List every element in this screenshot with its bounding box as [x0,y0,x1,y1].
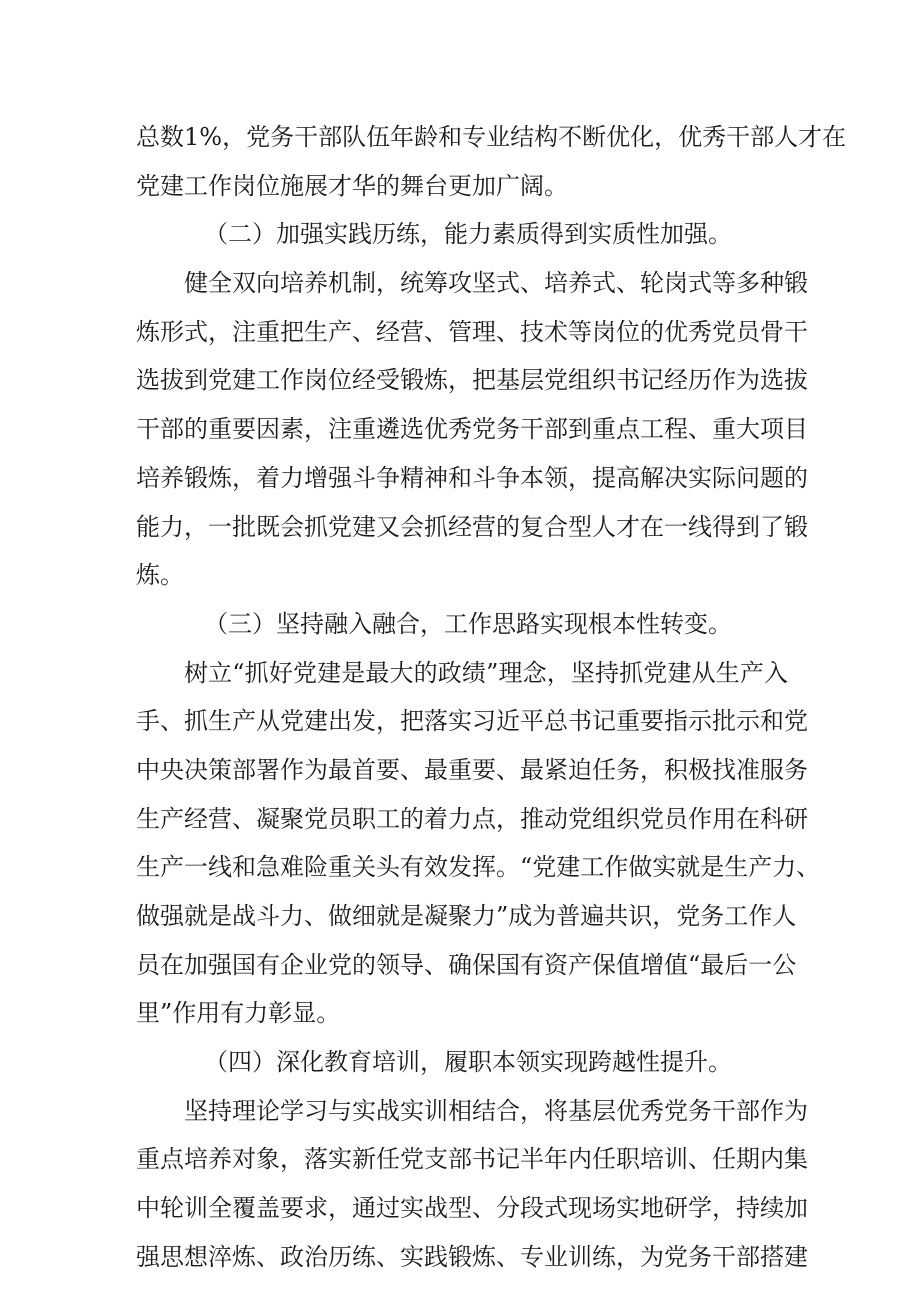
document-body [136,113,847,1282]
section-heading: （二）加强实践历练，能力素质得到实质性加强。 [204,220,732,249]
paragraph-first-line: 健全双向培养机制，统筹攻坚式、培养式、轮岗式等多种锻 [184,269,808,298]
paragraph-first-line: 坚持理论学习与实战实训相结合，将基层优秀党务干部作为 [184,1096,808,1125]
text-line: 做强就是战斗力、做细就是凝聚力”成为普遍共识，党务工作人 [136,902,797,930]
text-line: 中轮训全覆盖要求，通过实战型、分段式现场实地研学，持续加 [136,1194,808,1223]
text-line: 炼形式，注重把生产、经营、管理、技术等岗位的优秀党员骨干 [136,317,808,346]
text-line: 强思想淬炼、政治历练、实践锻炼、专业训练，为党务干部搭建 [136,1242,808,1271]
text-line: 员在加强国有企业党的领导、确保国有资产保值增值“最后一公 [136,950,797,979]
paragraph-first-line: 树立“抓好党建是最大的政绩”理念，坚持抓党建从生产入 [184,658,788,687]
text-line: 手、抓生产从党建出发，把落实习近平总书记重要指示批示和党 [136,707,808,736]
text-line: 总数1%，党务干部队伍年龄和专业结构不断优化，优秀干部人才在 [136,123,847,151]
section-heading: （三）坚持融入融合，工作思路实现根本性转变。 [204,609,732,638]
text-line: 生产经营、凝聚党员职工的着力点，推动党组织党员作用在科研 [136,804,808,833]
text-line: 里”作用有力彰显。 [136,999,341,1028]
text-line: 能力，一批既会抓党建又会抓经营的复合型人才在一线得到了锻 [136,512,808,541]
text-line: 干部的重要因素，注重遴选优秀党务干部到重点工程、重大项目 [136,415,808,444]
text-line: 培养锻炼，着力增强斗争精神和斗争本领，提高解决实际问题的 [136,463,808,492]
text-line: 重点培养对象，落实新任党支部书记半年内任职培训、任期内集 [136,1145,808,1174]
text-line: 选拔到党建工作岗位经受锻炼，把基层党组织书记经历作为选拔 [136,366,808,395]
text-line: 党建工作岗位施展才华的舞台更加广阔。 [136,171,568,200]
text-line: 生产一线和急难险重关头有效发挥。“党建工作做实就是生产力、 [136,853,821,882]
text-line: 炼。 [136,561,184,590]
text-line: 中央决策部署作为最首要、最重要、最紧迫任务，积极找准服务 [136,755,808,784]
section-heading: （四）深化教育培训，履职本领实现跨越性提升。 [204,1048,732,1077]
